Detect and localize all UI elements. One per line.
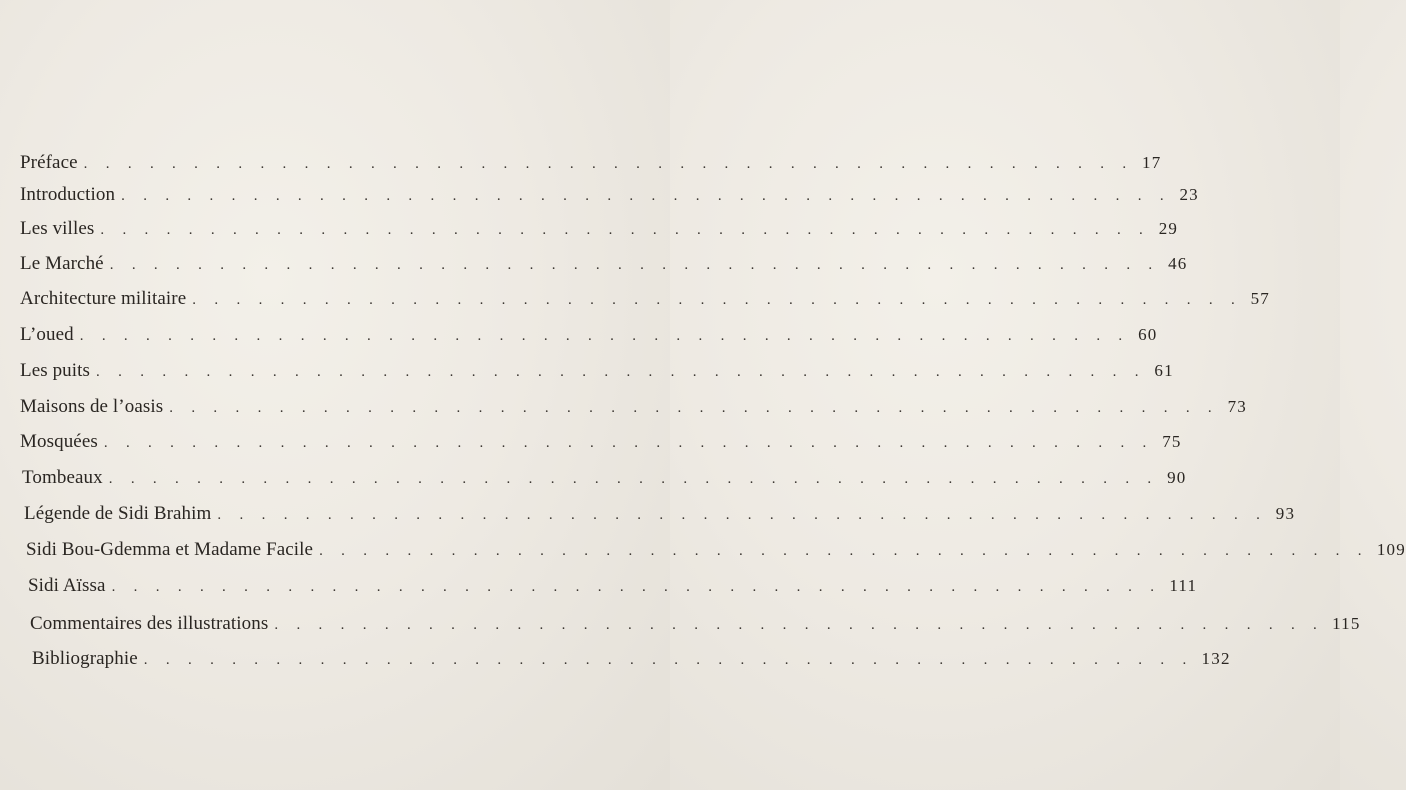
toc-entry-title: Mosquées (20, 431, 98, 452)
toc-entry-title: Commentaires des illustrations (30, 613, 269, 634)
toc-entry-le-marche (20, 249, 1188, 279)
toc-entry-title: Les puits (20, 360, 91, 381)
toc-entry-page: 75 (1162, 432, 1182, 451)
toc-entry-tombeaux (22, 463, 1187, 493)
dot-leader: . . . . . . . . . . . . . . . . . . . . . . . . . . . . . . . . . . . . . . . . . . . . . . . . (192, 292, 1243, 308)
toc-entry-title: Sidi Aïssa (28, 575, 106, 596)
toc-entry-introduction (20, 180, 1199, 210)
toc-entry-maisons-de-l-oasis (20, 392, 1247, 422)
dot-leader: . . . . . . . . . . . . . . . . . . . . . . . . . . . . . . . . . . . . . . . . . . . . . . . . (111, 579, 1162, 595)
toc-entry-l-oued (20, 320, 1158, 350)
toc-entry-sidi-bou-gdemma (26, 535, 1406, 565)
toc-entry-page: 73 (1227, 397, 1247, 416)
toc-entry-page: 29 (1158, 219, 1179, 238)
dot-leader: . . . . . . . . . . . . . . . . . . . . . . . . . . . . . . . . . . . . . . . . . . . . . . . . (83, 156, 1134, 172)
toc-entry-les-villes (20, 214, 1179, 244)
dot-leader: . . . . . . . . . . . . . . . . . . . . . . . . . . . . . . . . . . . . . . . . . . . . . . . . (103, 435, 1154, 451)
toc-entry-page: 90 (1167, 468, 1187, 487)
toc-entry-page: 46 (1168, 254, 1188, 273)
toc-entry-page: 132 (1201, 649, 1231, 668)
toc-entry-page: 93 (1275, 504, 1296, 523)
dot-leader: . . . . . . . . . . . . . . . . . . . . . . . . . . . . . . . . . . . . . . . . . . . . . . . . (274, 617, 1325, 633)
toc-entry-title: L’oued (20, 324, 74, 345)
toc-entry-title: Les villes (20, 218, 95, 239)
toc-entry-title: Sidi Bou-Gdemma et Madame Facile (26, 539, 314, 560)
toc-entry-page: 109 (1376, 540, 1406, 559)
toc-entry-page: 115 (1332, 614, 1361, 633)
toc-entry-page: 17 (1142, 153, 1162, 172)
dot-leader: . . . . . . . . . . . . . . . . . . . . . . . . . . . . . . . . . . . . . . . . . . . . . . . . (121, 188, 1171, 204)
toc-entry-title: Le Marché (20, 253, 104, 274)
dot-leader: . . . . . . . . . . . . . . . . . . . . . . . . . . . . . . . . . . . . . . . . . . . . . . . . (109, 257, 1160, 273)
dot-leader: . . . . . . . . . . . . . . . . . . . . . . . . . . . . . . . . . . . . . . . . . . . . . . . . (217, 507, 1268, 523)
toc-entry-page: 61 (1154, 361, 1174, 380)
toc-entry-bibliographie (32, 644, 1231, 674)
toc-entry-title: Architecture militaire (20, 288, 187, 309)
toc-entry-sidi-aissa (28, 571, 1198, 601)
toc-entry-title: Maisons de l’oasis (20, 396, 164, 417)
toc-entry-title: Introduction (20, 184, 116, 205)
toc-entry-architecture-militaire (20, 284, 1271, 314)
dot-leader: . . . . . . . . . . . . . . . . . . . . . . . . . . . . . . . . . . . . . . . . . . . . . . . . (96, 364, 1146, 380)
toc-entry-commentaires (30, 609, 1361, 639)
dot-leader: . . . . . . . . . . . . . . . . . . . . . . . . . . . . . . . . . . . . . . . . . . . . . . . . (100, 222, 1151, 238)
toc-entry-page: 57 (1250, 289, 1271, 308)
dot-leader: . . . . . . . . . . . . . . . . . . . . . . . . . . . . . . . . . . . . . . . . . . . . . . . . (319, 543, 1369, 559)
dot-leader: . . . . . . . . . . . . . . . . . . . . . . . . . . . . . . . . . . . . . . . . . . . . . . . . (108, 471, 1159, 487)
toc-entry-title: Bibliographie (32, 648, 138, 669)
dot-leader: . . . . . . . . . . . . . . . . . . . . . . . . . . . . . . . . . . . . . . . . . . . . . . . . (143, 652, 1194, 668)
toc-entry-title: Légende de Sidi Brahim (24, 503, 212, 524)
toc-entry-title: Tombeaux (22, 467, 103, 488)
dot-leader: . . . . . . . . . . . . . . . . . . . . . . . . . . . . . . . . . . . . . . . . . . . . . . . . (79, 328, 1130, 344)
toc-entry-les-puits (20, 356, 1174, 386)
toc-entry-preface (20, 148, 1162, 178)
toc-entry-page: 111 (1169, 576, 1198, 595)
toc-entry-legende-de-sidi-brahim (24, 499, 1296, 529)
toc-entry-mosquees (20, 427, 1182, 457)
dot-leader: . . . . . . . . . . . . . . . . . . . . . . . . . . . . . . . . . . . . . . . . . . . . . . . . (169, 400, 1219, 416)
toc-entry-page: 23 (1179, 185, 1199, 204)
toc-entry-title: Préface (20, 152, 78, 173)
toc-entry-page: 60 (1138, 325, 1158, 344)
